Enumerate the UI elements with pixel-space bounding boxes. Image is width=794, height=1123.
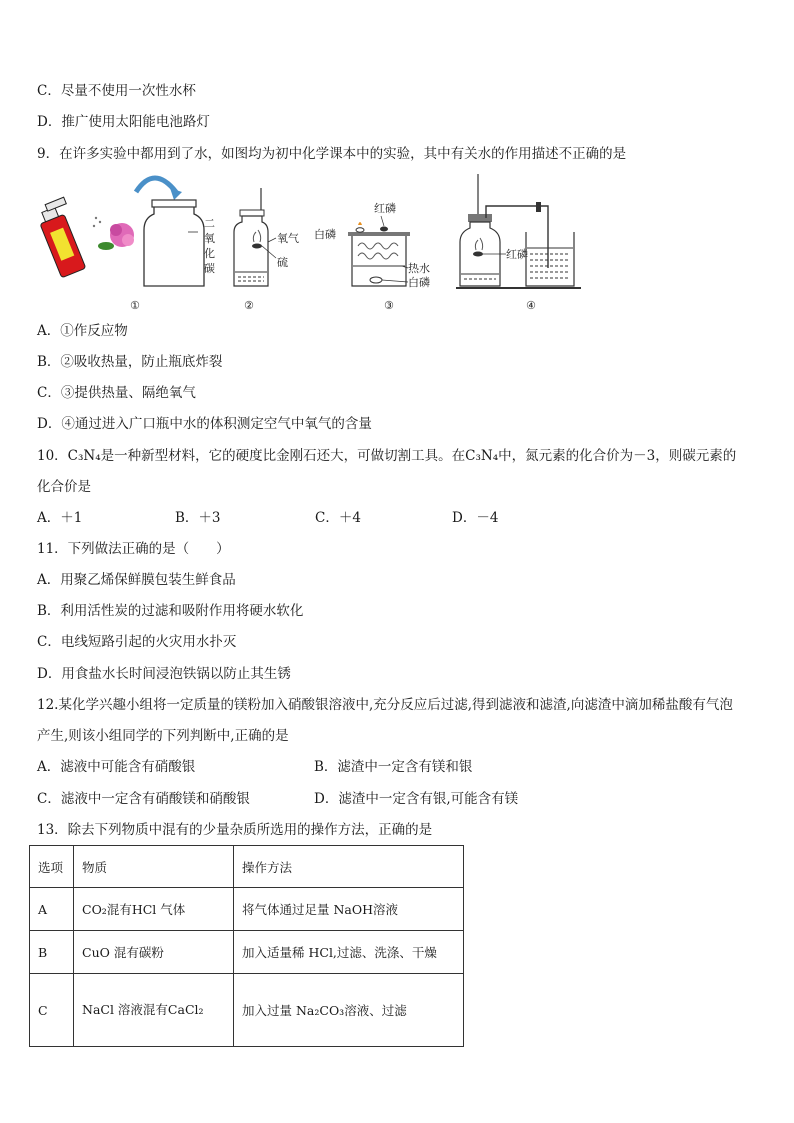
table-cell-option: C (30, 974, 74, 1047)
label-co2-2: 氧 (204, 232, 215, 245)
table-cell-option: B (30, 931, 74, 974)
experiment-3-illustration (314, 201, 430, 312)
q10-option-a: A．＋1 (37, 510, 83, 526)
label-red-phosphorus-top: 红磷 (374, 202, 396, 215)
table-header-substance: 物质 (74, 846, 234, 888)
q12-stem-line2: 产生,则该小组同学的下列判断中,正确的是 (37, 728, 289, 744)
q10-option-b: B．＋3 (175, 510, 221, 526)
q9-option-b: B．②吸收热量，防止瓶底炸裂 (37, 354, 223, 370)
q11-stem: 11．下列做法正确的是（ ） (37, 541, 230, 557)
label-co2-3: 化 (204, 247, 215, 260)
rose-icon (93, 217, 134, 250)
label-white-phosphorus-bottom: 白磷 (408, 276, 430, 289)
caption-3: ③ (384, 299, 394, 312)
q12-option-c: C．滤液中一定含有硝酸镁和硝酸银 (37, 791, 250, 807)
q12-option-b: B．滤渣中一定含有镁和银 (314, 759, 473, 775)
q12-option-a: A．滤液中可能含有硝酸银 (37, 759, 196, 775)
q12-stem-line1: 12.某化学兴趣小组将一定质量的镁粉加入硝酸银溶液中,充分反应后过滤,得到滤液和滤渣,向滤渣中滴加稀盐酸有气泡 (37, 697, 733, 713)
experiment-4-illustration (456, 174, 581, 312)
table-cell-substance: CuO 混有碳粉 (74, 931, 234, 974)
table-row (30, 931, 464, 974)
table-header-method: 操作方法 (234, 846, 464, 888)
experiment-1-illustration (36, 178, 215, 312)
table-cell-option: A (30, 888, 74, 931)
q13-stem: 13．除去下列物质中混有的少量杂质所选用的操作方法，正确的是 (37, 822, 433, 838)
q10-stem-line2: 化合价是 (37, 479, 91, 495)
q10-option-c: C．＋4 (315, 510, 361, 526)
label-oxygen: 氧气 (277, 232, 299, 245)
experiment-2-illustration (234, 188, 299, 312)
q13-table (29, 845, 464, 1047)
q9-stem: 9．在许多实验中都用到了水，如图均为初中化学课本中的实验，其中有关水的作用描述不正确的是 (37, 146, 627, 162)
table-cell-method: 将气体通过足量 NaOH溶液 (234, 888, 464, 931)
table-header-option: 选项 (30, 846, 74, 888)
q12-option-d: D．滤渣中一定含有银,可能含有镁 (314, 791, 519, 807)
label-white-phosphorus-left: 白磷 (314, 228, 336, 241)
table-row (30, 888, 464, 931)
label-sulfur: 硫 (277, 256, 288, 269)
q9-option-d: D．④通过进入广口瓶中水的体积测定空气中氧气的含量 (37, 416, 372, 432)
q10-option-d: D．－4 (452, 510, 499, 526)
q8-option-c: C．尽量不使用一次性水杯 (37, 83, 196, 99)
q11-option-d: D．用食盐水长时间浸泡铁锅以防止其生锈 (37, 666, 291, 682)
table-row (30, 974, 464, 1047)
caption-1: ① (130, 299, 140, 312)
label-hot-water: 热水 (408, 262, 430, 275)
label-co2-4: 碳 (204, 262, 215, 275)
caption-4: ④ (526, 299, 536, 312)
table-header-row (30, 846, 464, 888)
q9-option-c: C．③提供热量、隔绝氧气 (37, 385, 196, 401)
q11-option-c: C．电线短路引起的火灾用水扑灭 (37, 634, 237, 650)
q8-option-d: D．推广使用太阳能电池路灯 (37, 114, 210, 130)
table-cell-method: 加入适量稀 HCl,过滤、洗涤、干燥 (234, 931, 464, 974)
table-cell-substance: NaCl 溶液混有CaCl₂ (74, 974, 234, 1047)
q11-option-a: A．用聚乙烯保鲜膜包装生鲜食品 (37, 572, 236, 588)
q9-experiment-figure (36, 170, 596, 318)
q11-option-b: B．利用活性炭的过滤和吸附作用将硬水软化 (37, 603, 304, 619)
table-cell-method: 加入过量 Na₂CO₃溶液、过滤 (234, 974, 464, 1047)
label-co2-1: 二 (204, 217, 215, 230)
table-cell-substance: CO₂混有HCl 气体 (74, 888, 234, 931)
q9-option-a: A．①作反应物 (37, 323, 128, 339)
caption-2: ② (244, 299, 254, 312)
q10-stem-line1: 10．C₃N₄是一种新型材料，它的硬度比金刚石还大，可做切割工具。在C₃N₄中，氮元素的化合价为－3，则碳元素的 (37, 448, 737, 464)
label-red-phosphorus-4: 红磷 (506, 248, 528, 261)
